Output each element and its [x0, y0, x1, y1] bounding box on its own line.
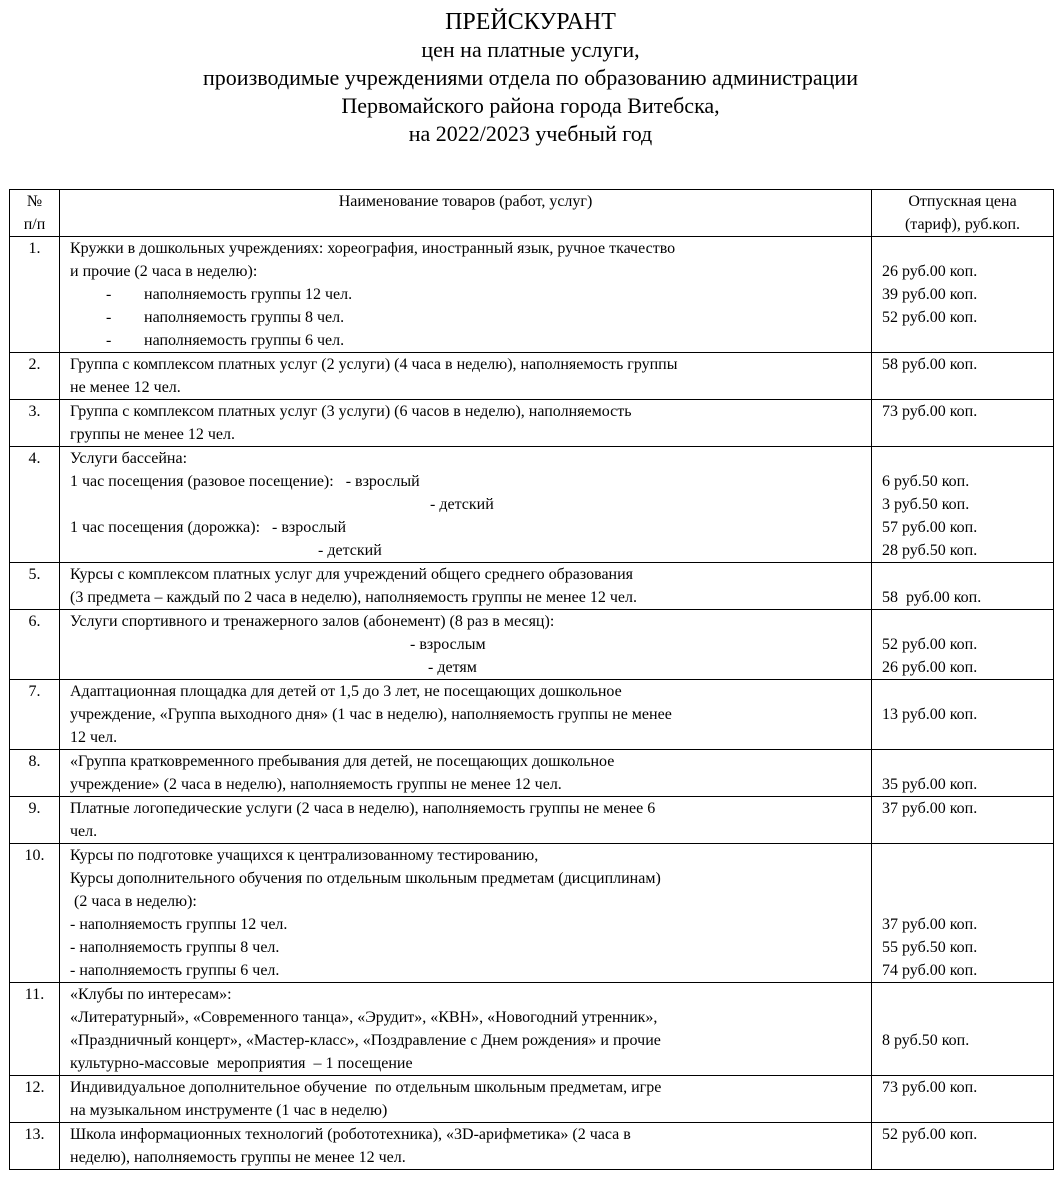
- price-value: 3 руб.50 коп.: [882, 496, 970, 513]
- row-line: Услуги бассейна:: [70, 450, 188, 467]
- row-price: [872, 680, 1054, 750]
- price-value: 28 руб.50 коп.: [882, 542, 978, 559]
- row-number: 6.: [10, 610, 60, 680]
- dash-bullet: -: [106, 332, 112, 349]
- header-number: [10, 190, 60, 237]
- row-bullet-line: [70, 329, 865, 352]
- row-name: [60, 610, 872, 680]
- row-line: наполняемость группы 6 чел.: [144, 332, 345, 349]
- row-price: [872, 353, 1054, 400]
- table-row: [10, 797, 1054, 844]
- table-row: [10, 447, 1054, 563]
- row-price: [872, 400, 1054, 447]
- row-number: 2.: [10, 353, 60, 400]
- price-value: 52 руб.00 коп.: [882, 309, 978, 326]
- header-name: Наименование товаров (работ, услуг): [60, 190, 872, 237]
- row-number: 4.: [10, 447, 60, 563]
- row-price: [872, 1076, 1054, 1123]
- row-number: 12.: [10, 1076, 60, 1123]
- row-price: [872, 1123, 1054, 1170]
- table-row: [10, 750, 1054, 797]
- row-number: 8.: [10, 750, 60, 797]
- document-title-block: [0, 8, 1061, 148]
- row-number: 1.: [10, 237, 60, 353]
- table-row: [10, 1076, 1054, 1123]
- row-line: (3 предмета – каждый по 2 часа в неделю), наполняемость группы не менее 12 чел.: [70, 589, 637, 606]
- row-name: [60, 400, 872, 447]
- price-value: 39 руб.00 коп.: [882, 286, 978, 303]
- row-price: [872, 237, 1054, 353]
- table-row: [10, 353, 1054, 400]
- row-line: Школа информационных технологий (робототехника), «3D-арифметика» (2 часа в: [70, 1126, 631, 1143]
- price-value: 13 руб.00 коп.: [882, 706, 978, 723]
- title-subtitle-line: цен на платные услуги,: [421, 37, 640, 62]
- row-line: Курсы с комплексом платных услуг для учреждений общего среднего образования: [70, 566, 634, 583]
- price-value: 37 руб.00 коп.: [882, 800, 978, 817]
- row-name: [60, 447, 872, 563]
- price-table: [9, 189, 1054, 1170]
- price-value: 6 руб.50 коп.: [882, 473, 970, 490]
- row-name: [60, 797, 872, 844]
- price-value: 73 руб.00 коп.: [882, 1079, 978, 1096]
- row-bullet-line: [70, 306, 865, 329]
- row-line: Адаптационная площадка для детей от 1,5 до 3 лет, не посещающих дошкольное: [70, 683, 622, 700]
- row-line: «Группа кратковременного пребывания для детей, не посещающих дошкольное: [70, 753, 615, 770]
- header-price-line: Отпускная цена: [908, 193, 1017, 210]
- row-price: [872, 750, 1054, 797]
- header-number-line: №: [26, 193, 43, 210]
- row-line: - наполняемость группы 12 чел.: [70, 916, 288, 933]
- row-name: [60, 237, 872, 353]
- row-line: Услуги спортивного и тренажерного залов (абонемент) (8 раз в месяц):: [70, 613, 555, 630]
- table-row: [10, 610, 1054, 680]
- row-price: [872, 983, 1054, 1076]
- row-line: чел.: [70, 823, 98, 840]
- table-row: [10, 563, 1054, 610]
- row-line: и прочие (2 часа в неделю):: [70, 263, 258, 280]
- price-value: 8 руб.50 коп.: [882, 1032, 970, 1049]
- price-value: 52 руб.00 коп.: [882, 636, 978, 653]
- row-name: [60, 983, 872, 1076]
- row-line: группы не менее 12 чел.: [70, 426, 236, 443]
- row-number: 3.: [10, 400, 60, 447]
- row-bullet-line: [70, 283, 865, 306]
- row-line: культурно-массовые мероприятия – 1 посещение: [70, 1055, 413, 1072]
- row-line: Группа с комплексом платных услуг (3 услуги) (6 часов в неделю), наполняемость: [70, 403, 632, 420]
- row-line: Группа с комплексом платных услуг (2 услуги) (4 часа в неделю), наполняемость группы: [70, 356, 678, 373]
- header-price: [872, 190, 1054, 237]
- row-line: (2 часа в неделю):: [70, 893, 197, 910]
- price-value: 57 руб.00 коп.: [882, 519, 978, 536]
- price-value: 58 руб.00 коп.: [882, 356, 978, 373]
- price-value: 26 руб.00 коп.: [882, 263, 978, 280]
- row-number: 9.: [10, 797, 60, 844]
- row-price: [872, 610, 1054, 680]
- row-line: «Праздничный концерт», «Мастер-класс», «Поздравление с Днем рождения» и прочие: [70, 1032, 661, 1049]
- row-line: - детям: [428, 659, 477, 676]
- row-line: Кружки в дошкольных учреждениях: хореография, иностранный язык, ручное ткачество: [70, 240, 676, 257]
- row-line: Курсы дополнительного обучения по отдельным школьным предметам (дисциплинам): [70, 870, 661, 887]
- row-line: Курсы по подготовке учащихся к централизованному тестированию,: [70, 847, 539, 864]
- table-row: [10, 400, 1054, 447]
- title-subtitle-line: производимые учреждениями отдела по образованию администрации: [203, 65, 858, 90]
- row-number: 11.: [10, 983, 60, 1076]
- row-line: - взрослым: [410, 636, 486, 653]
- table-row: [10, 680, 1054, 750]
- header-number-line: п/п: [23, 216, 46, 233]
- row-number: 7.: [10, 680, 60, 750]
- row-number: 13.: [10, 1123, 60, 1170]
- row-line: 1 час посещения (дорожка): - взрослый: [70, 519, 347, 536]
- table-row: [10, 844, 1054, 983]
- row-line: учреждение» (2 часа в неделю), наполняемость группы не менее 12 чел.: [70, 776, 562, 793]
- table-row: [10, 1123, 1054, 1170]
- row-price: [872, 844, 1054, 983]
- row-name: [60, 353, 872, 400]
- row-number: 5.: [10, 563, 60, 610]
- header-price-line: (тариф), руб.коп.: [904, 216, 1021, 233]
- row-name: [60, 680, 872, 750]
- row-line: - детский: [430, 496, 494, 513]
- price-value: 35 руб.00 коп.: [882, 776, 978, 793]
- table-header-row: [10, 190, 1054, 237]
- price-value: 26 руб.00 коп.: [882, 659, 978, 676]
- document-title: ПРЕЙСКУРАНТ: [445, 9, 616, 35]
- row-name: [60, 1123, 872, 1170]
- title-subtitle-line: на 2022/2023 учебный год: [408, 121, 653, 146]
- price-value: 55 руб.50 коп.: [882, 939, 978, 956]
- row-line: неделю), наполняемость группы не менее 12 чел.: [70, 1149, 406, 1166]
- row-line: - детский: [318, 542, 382, 559]
- row-line: Платные логопедические услуги (2 часа в неделю), наполняемость группы не менее 6: [70, 800, 656, 817]
- row-price: [872, 563, 1054, 610]
- row-line: 12 чел.: [70, 729, 118, 746]
- row-name: [60, 844, 872, 983]
- row-line: учреждение, «Группа выходного дня» (1 час в неделю), наполняемость группы не менее: [70, 706, 672, 723]
- row-line: 1 час посещения (разовое посещение): - взрослый: [70, 473, 420, 490]
- table-row: [10, 237, 1054, 353]
- row-line: не менее 12 чел.: [70, 379, 181, 396]
- row-line: наполняемость группы 8 чел.: [144, 309, 345, 326]
- dash-bullet: -: [106, 286, 112, 303]
- price-value: 74 руб.00 коп.: [882, 962, 978, 979]
- row-line: - наполняемость группы 6 чел.: [70, 962, 280, 979]
- row-line: - наполняемость группы 8 чел.: [70, 939, 280, 956]
- row-name: [60, 750, 872, 797]
- price-value: 37 руб.00 коп.: [882, 916, 978, 933]
- row-price: [872, 447, 1054, 563]
- price-value: 73 руб.00 коп.: [882, 403, 978, 420]
- title-subtitle-line: Первомайского района города Витебска,: [341, 93, 720, 118]
- row-line: Индивидуальное дополнительное обучение по отдельным школьным предметам, игре: [70, 1079, 662, 1096]
- price-value: 52 руб.00 коп.: [882, 1126, 978, 1143]
- table-row: [10, 983, 1054, 1076]
- price-value: 58 руб.00 коп.: [882, 589, 982, 606]
- row-price: [872, 797, 1054, 844]
- row-name: [60, 1076, 872, 1123]
- dash-bullet: -: [106, 309, 112, 326]
- row-line: «Литературный», «Современного танца», «Эрудит», «КВН», «Новогодний утренник»,: [70, 1009, 658, 1026]
- row-line: наполняемость группы 12 чел.: [144, 286, 353, 303]
- row-name: [60, 563, 872, 610]
- row-line: «Клубы по интересам»:: [70, 986, 232, 1003]
- row-number: 10.: [10, 844, 60, 983]
- row-line: на музыкальном инструменте (1 час в неделю): [70, 1102, 388, 1119]
